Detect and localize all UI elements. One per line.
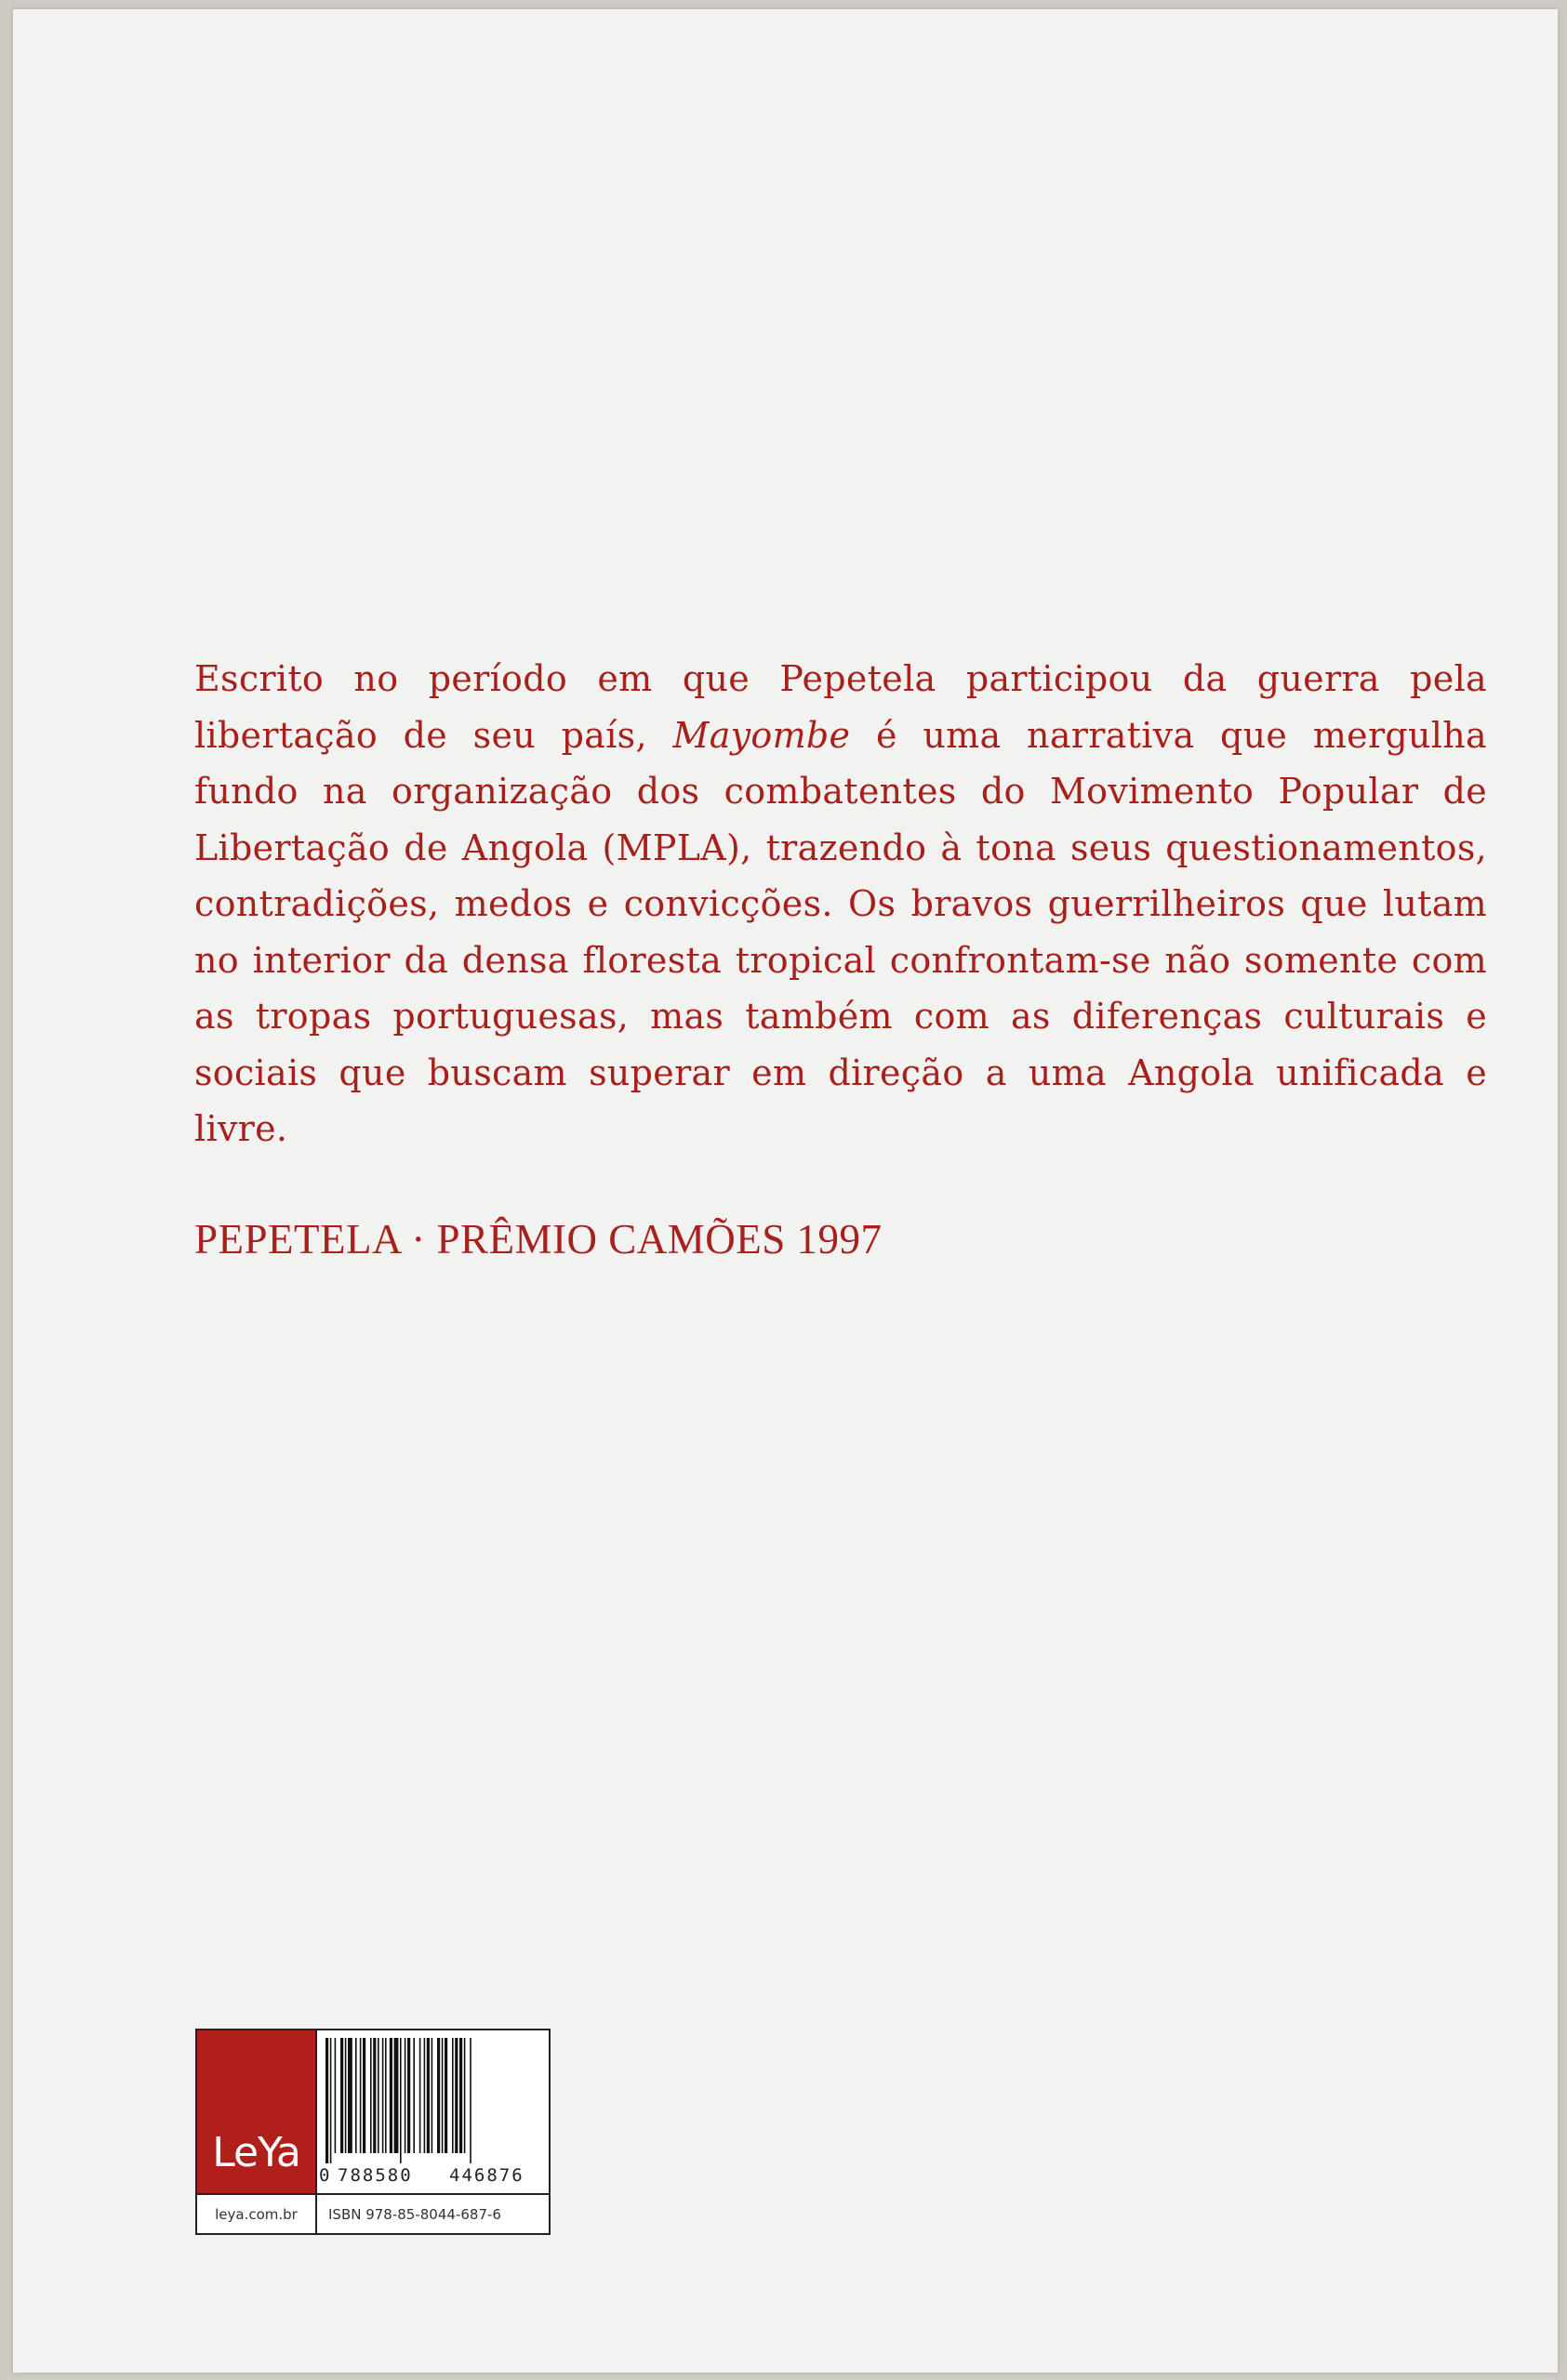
isbn-number: ISBN 978-85-8044-687-6	[328, 2206, 501, 2223]
synopsis-paragraph	[194, 651, 1487, 1157]
label-vertical-divider	[315, 2030, 317, 2233]
barcode-digit-group-1: 788580	[338, 2165, 413, 2186]
barcode-digits	[319, 2165, 547, 2191]
barcode-digit-group-2: 446876	[449, 2165, 525, 2186]
barcode-label	[195, 2029, 551, 2235]
label-horizontal-divider	[197, 2193, 549, 2195]
barcode-bars	[324, 2038, 545, 2163]
book-back-cover	[13, 9, 1558, 2373]
publisher-logo	[197, 2030, 315, 2193]
synopsis-text-end: é uma narrativa que mergulha fundo na organização dos combatentes do Movimento Popular de Libertação de Angola (MPLA), trazendo à tona seus questionamentos, contradições, medos e convicções. Os bravos guerrilheiros que lutam no interior da densa floresta tropical confrontam-se não somente com as tropas portuguesas, mas também com as diferenças culturais e sociais que buscam superar em direção a uma Angola unificada e livre.	[194, 714, 1487, 1149]
award-line: PEPETELA · PRÊMIO CAMÕES 1997	[194, 1216, 883, 1263]
book-title-italic: Mayombe	[672, 714, 851, 756]
publisher-website: leya.com.br	[215, 2206, 298, 2223]
publisher-logo-text: LeYa	[212, 2129, 300, 2176]
barcode-digit-left: 0	[319, 2165, 330, 2186]
synopsis-text-start: Escrito no período em que Pepetela participou da guerra pela libertação de seu país,	[194, 658, 1487, 756]
